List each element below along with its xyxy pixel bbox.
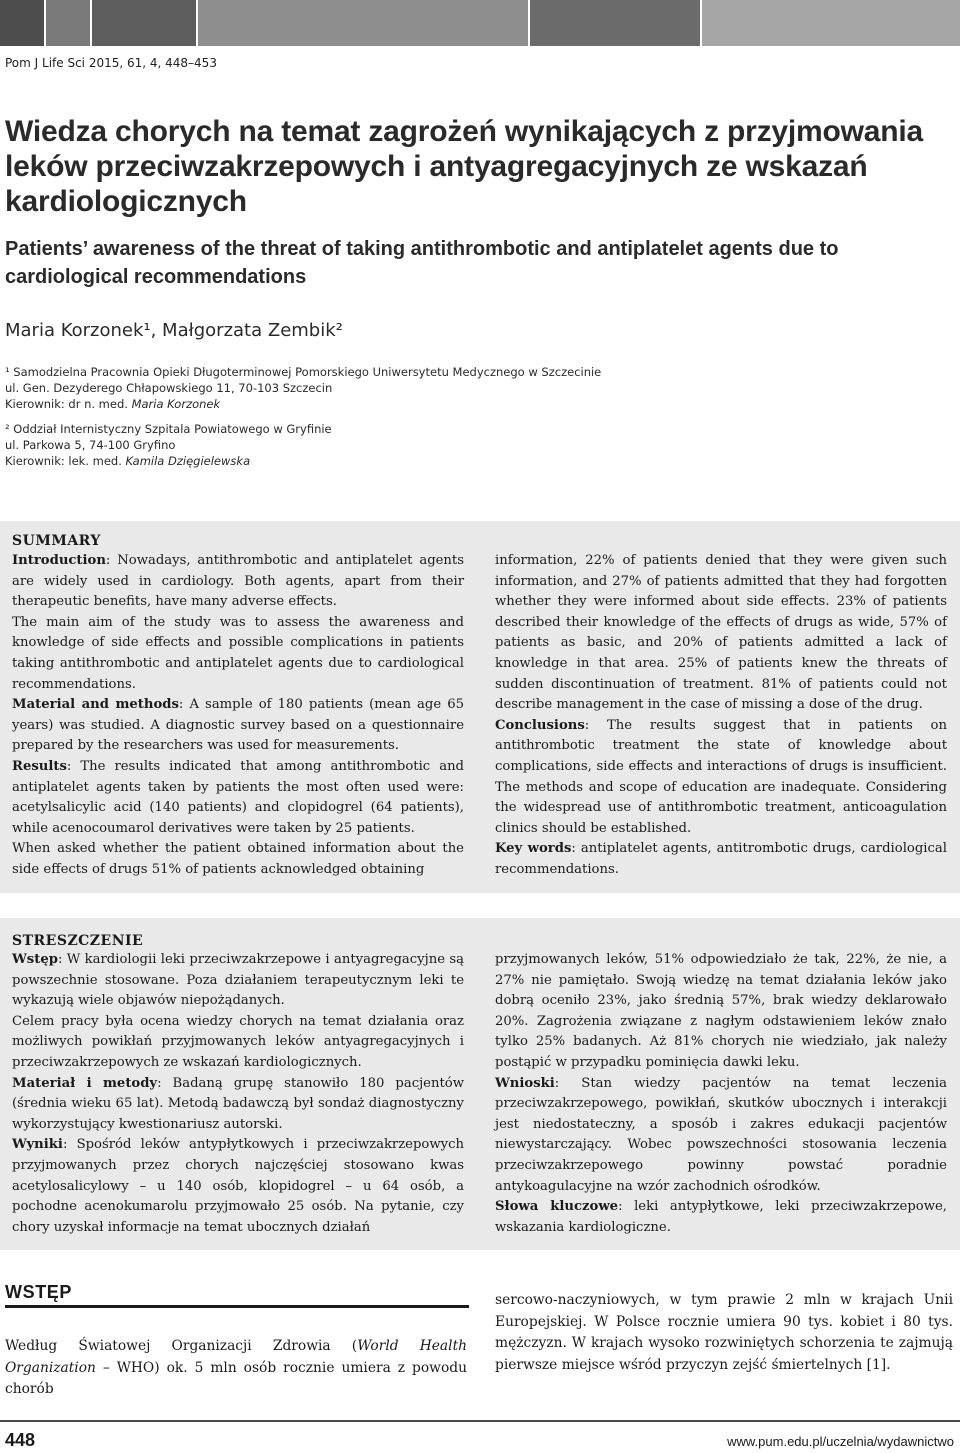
affiliation-1 — [5, 364, 601, 412]
streszczenie-box — [0, 918, 960, 1250]
summary-left-column — [12, 551, 464, 881]
header-bar-1 — [0, 0, 44, 46]
affiliation-2-head-name: Kamila Dzięgielewska — [125, 454, 251, 468]
affiliation-1-head — [5, 396, 601, 412]
summary-intro-label: Introduction — [12, 553, 106, 568]
affiliation-2-head-label: Kierownik: lek. med. — [5, 454, 126, 468]
streszczenie-results-right: przyjmowanych leków, 51% odpowiedziało że tak, 22%, że nie, a 27% nie pamiętało. Swoją wiedzę na temat działania leków jako dobrą oceniło 23%, jako średnią 57%, brak wiedzy deklarowało 20%. Zagrożenia związane z nagłym odstawieniem leków znało tylko 25% badanych. Aż 81% chorych nie wiedziało, jak należy postąpić w przypadku pominięcia dawki leku. — [495, 952, 947, 1070]
affiliation-2-head — [5, 453, 332, 469]
summary-results-label: Results — [12, 758, 67, 774]
streszczenie-aim: Celem pracy była ocena wiedzy chorych na temat działania oraz możliwych powikłań przyjmowanych leków antyagregacyjnych i przeciwzakrzepowych ze wskazań kardiologicznych. — [12, 1013, 464, 1070]
streszczenie-conclusions-label: Wnioski — [495, 1075, 555, 1091]
journal-reference: Pom J Life Sci 2015, 61, 4, 448–453 — [5, 56, 217, 70]
summary-results: Results: The results indicated that among antithrombotic and antiplatelet agents taken by patients the most often used were: acetylsalicylic acid (140 patients) and clopidogrel (64 patients), while acenocoumarol derivatives were taken by 25 patients. — [12, 758, 464, 836]
summary-methods-label: Material and methods — [12, 697, 179, 713]
streszczenie-keywords-label: Słowa kluczowe — [495, 1199, 619, 1215]
affiliation-2 — [5, 421, 332, 469]
wstep-right-column — [495, 1290, 953, 1376]
affiliation-1-head-label: Kierownik: dr n. med. — [5, 397, 132, 411]
wstep-paragraph-left: Według Światowej Organizacji Zdrowia (World Health Organization – WHO) ok. 5 mln osób rocznie umiera z powodu chorób — [5, 1338, 467, 1397]
streszczenie-methods: Materiał i metody: Badaną grupę stanowiło 180 pacjentów (średnia wieku 65 lat). Metodą badawczą był sondaż diagnostyczny wykorzystujący kwestionariusz autorski. — [12, 1075, 464, 1132]
summary-keywords-label: Key words — [495, 841, 572, 857]
summary-heading: SUMMARY — [12, 533, 101, 549]
article-title-polish: Wiedza chorych na temat zagrożeń wynikających z przyjmowania leków przeciwzakrzepowych i antyagregacyjnych ze wskazań kardiologicznych — [5, 115, 924, 218]
author-list: Maria Korzonek¹, Małgorzata Zembik² — [5, 320, 343, 341]
page-number: 448 — [5, 1430, 36, 1450]
streszczenie-conclusions: Wnioski: Stan wiedzy pacjentów na temat leczenia przeciwzakrzepowego, powikłań, skutków ubocznych i interakcji jest niedostateczny, a sposób i zakres edukacji pacjentów niewystarczający. Wobec powszechności stosowania leczenia przeciwzakrzepowego powinny powstać poradnie antykoagulacyjne na wzór zachodnich ośrodków. — [495, 1075, 947, 1194]
summary-keywords: Key words: antiplatelet agents, antitrombotic drugs, cardiological recommendations. — [495, 841, 947, 877]
publisher-website: www.pum.edu.pl/uczelnia/wydawnictwo — [727, 1434, 954, 1449]
summary-box — [0, 521, 960, 893]
summary-results-right: information, 22% of patients denied that they were given such information, and 27% of patients admitted that they had forgotten whether they were informed about side effects. 23% of patients described their knowledge of the effects of drugs as wide, 57% of patients as basic, and 20% of patients admitted a lack of knowledge in that area. 25% of patients knew the threats of sudden discontinuation of treatment. 81% of patients could not describe management in the case of missing a dose of the drug. — [495, 553, 947, 713]
affiliation-2-unit: ² Oddział Internistyczny Szpitala Powiatowego w Gryfinie — [5, 422, 332, 436]
streszczenie-left-column — [12, 950, 464, 1238]
summary-results-continued: When asked whether the patient obtained information about the side effects of drugs 51% of patients acknowledged obtaining — [12, 841, 464, 877]
streszczenie-keywords: Słowa kluczowe: leki antypłytkowe, leki przeciwzakrzepowe, wskazania kardiologiczne. — [495, 1199, 947, 1235]
wstep-paragraph-right: sercowo-naczyniowych, w tym prawie 2 mln w krajach Unii Europejskiej. W Polsce rocznie umiera 90 tys. kobiet i 80 tys. mężczyzn. W krajach wysoko rozwiniętych schorzenia te zajmują pierwsze miejsce wśród przyczyn zejść śmiertelnych [1]. — [495, 1292, 953, 1373]
header-bar-3 — [92, 0, 196, 46]
summary-methods: Material and methods: A sample of 180 patients (mean age 65 years) was studied. A diagnostic survey based on a questionnaire prepared by the researchers was used for measurements. — [12, 697, 464, 754]
streszczenie-results: Wyniki: Spośród leków antypłytkowych i przeciwzakrzepowych przyjmowanych przez chorych najczęściej stosowano kwas acetylosalicylowy – u 140 osób, klopidogrel – u 64 osób, a pochodne acenokumarolu przyjmowało 25 osób. Na pytanie, czy chory uzyskał informacje na temat ubocznych działań — [12, 1137, 464, 1235]
wstep-who-name: World Health Organization — [5, 1338, 467, 1376]
streszczenie-results-label: Wyniki — [12, 1137, 63, 1153]
affiliation-1-unit: ¹ Samodzielna Pracownia Opieki Długoterminowej Pomorskiego Uniwersytetu Medycznego w Szczecinie — [5, 365, 602, 379]
header-bar-2 — [46, 0, 90, 46]
header-bar-4 — [198, 0, 528, 46]
summary-conclusions-label: Conclusions — [495, 717, 585, 733]
streszczenie-heading: STRESZCZENIE — [12, 933, 144, 949]
header-bar-5 — [530, 0, 700, 46]
streszczenie-methods-label: Materiał i metody — [12, 1075, 158, 1091]
streszczenie-intro-label: Wstęp — [12, 952, 58, 967]
header-bar-6 — [702, 0, 960, 46]
summary-aim: The main aim of the study was to assess the awareness and knowledge of side effects and possible complications in patients taking antithrombotic and antiplatelet agents due to cardiological recommendations. — [12, 614, 464, 692]
affiliation-2-address: ul. Parkowa 5, 74-100 Gryfino — [5, 438, 176, 452]
streszczenie-right-column — [495, 950, 947, 1238]
summary-conclusions: Conclusions: The results suggest that in patients on antithrombotic treatment the state of knowledge about complications, side effects and interactions of drugs is insufficient. The methods and scope of education are inadequate. Considering the widespread use of antithrombotic treatment, anticoagulation clinics should be established. — [495, 717, 947, 836]
header-color-bars — [0, 0, 960, 46]
section-heading-wstep: WSTĘP — [5, 1282, 73, 1302]
streszczenie-introduction: Wstęp: W kardiologii leki przeciwzakrzepowe i antyagregacyjne są powszechnie stosowane. Poza działaniem terapeutycznym leki te wykazują wiele objawów niepożądanych. — [12, 952, 464, 1009]
affiliation-1-head-name: Maria Korzonek — [131, 397, 221, 411]
affiliation-1-address: ul. Gen. Dezyderego Chłapowskiego 11, 70-103 Szczecin — [5, 381, 333, 395]
footer-rule — [0, 1420, 960, 1422]
section-heading-underline — [5, 1305, 469, 1308]
wstep-left-column — [5, 1336, 467, 1401]
summary-right-column — [495, 551, 947, 881]
summary-introduction: Introduction: Nowadays, antithrombotic and antiplatelet agents are widely used in cardiology. Both agents, apart from their therapeutic benefits, have many adverse effects. — [12, 553, 464, 610]
article-title-english: Patients’ awareness of the threat of taking antithrombotic and antiplatelet agents due to cardiological recommendations — [5, 238, 839, 288]
